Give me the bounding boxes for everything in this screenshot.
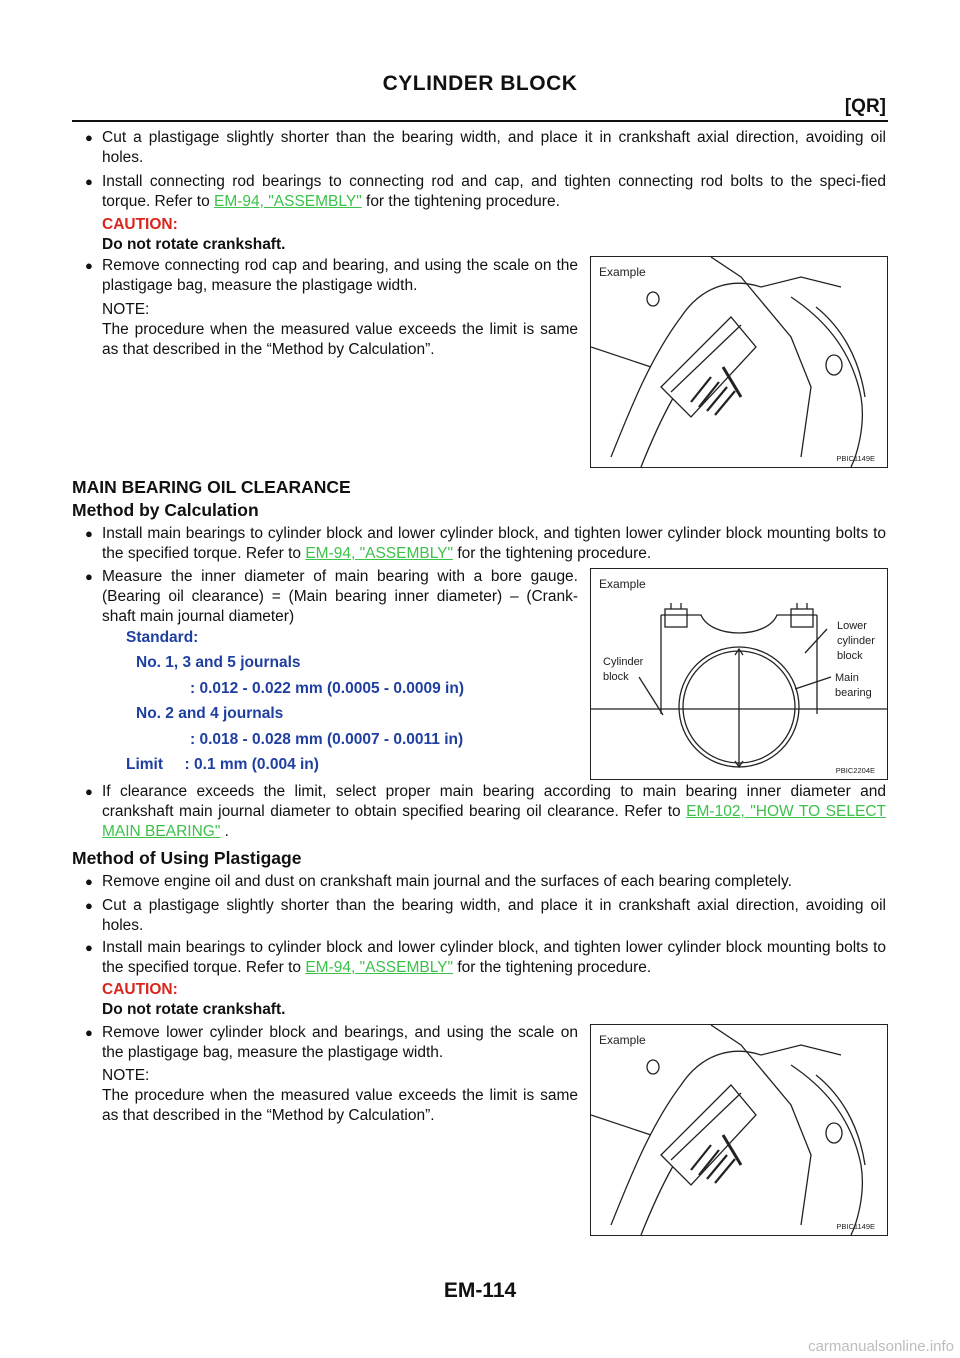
cylinder-block-label: Cylinder block <box>603 656 644 683</box>
figure-bore-gauge <box>590 568 888 780</box>
link-em-102-select-main-bearing[interactable]: EM-102, "HOW TO SELECT MAIN BEARING" <box>102 803 886 840</box>
standard-label: Standard: <box>126 629 199 646</box>
footer-watermark-url: carmanualsonline.info <box>808 1338 954 1355</box>
link-em-94-assembly[interactable]: EM-94, "ASSEMBLY" <box>305 959 454 976</box>
standard-journals-135-value: : 0.012 - 0.022 mm (0.0005 - 0.0009 in) <box>190 680 464 697</box>
bullet-marker: ● <box>85 1025 93 1040</box>
note-block <box>102 300 578 360</box>
section-tag: [QR] <box>844 96 886 117</box>
figure-id: PBIC1149E <box>836 1222 875 1231</box>
bullet-measure-inner-diameter: ● Measure the inner diameter of main bearing with a bore gauge. (Bearing oil clearance) = (Main bearing inner diameter) – (Crank-shaft main journal diameter) <box>85 568 578 625</box>
caution-label: CAUTION: <box>102 981 178 998</box>
link-em-94-assembly[interactable]: EM-94, "ASSEMBLY" <box>305 545 454 562</box>
figure-id: PBIC1149E <box>836 454 875 463</box>
main-bearing-label: Main bearing <box>835 672 872 699</box>
bullet-marker: ● <box>85 569 93 584</box>
standard-journals-24-value: : 0.018 - 0.028 mm (0.0007 - 0.0011 in) <box>190 731 464 748</box>
header-divider <box>72 120 888 122</box>
lower-cylinder-block-label: Lower cylinder block <box>837 620 875 662</box>
note-label: NOTE: <box>102 1067 150 1084</box>
note-label: NOTE: <box>102 301 150 318</box>
note-block <box>102 1066 578 1126</box>
bullet-marker: ● <box>85 526 93 541</box>
caution-block <box>102 980 285 1020</box>
caution-label: CAUTION: <box>102 216 178 233</box>
page-title: CYLINDER BLOCK <box>382 72 578 95</box>
bullet-marker: ● <box>85 874 93 889</box>
figure-id: PBIC2204E <box>835 766 875 775</box>
caution-text: Do not rotate crankshaft. <box>102 1001 286 1018</box>
bullet-remove-engine-oil: ● Remove engine oil and dust on crankshaft main journal and the surfaces of each bearing completely. <box>85 873 792 890</box>
bullet-marker: ● <box>85 940 93 955</box>
figure-example-label: Example <box>599 265 646 279</box>
bullet-marker: ● <box>85 898 93 913</box>
figure-example-label: Example <box>599 577 646 591</box>
bullet-remove-conrod-cap: ● Remove connecting rod cap and bearing, and using the scale on the plastigage bag, measure the plastigage width. <box>85 257 578 294</box>
plastigage-illustration <box>591 257 887 467</box>
subsection-heading-plastigage: Method of Using Plastigage <box>72 848 302 868</box>
standard-journals-24: No. 2 and 4 journals <box>136 705 284 722</box>
subsection-heading-calculation: Method by Calculation <box>72 500 259 520</box>
bullet-marker: ● <box>85 784 93 799</box>
bullet-install-main-bearings: ● Install main bearings to cylinder block and lower cylinder block, and tighten lower cylinder block mounting bolts to the specified torque. Refer to EM-94, "ASSEMBLY" for the tightening procedure. <box>85 525 886 562</box>
bullet-marker: ● <box>85 174 93 189</box>
page-number: EM-114 <box>443 1279 517 1302</box>
bullet-cut-plastigage: ● Cut a plastigage slightly shorter than the bearing width, and place it in crankshaft axial direction, avoiding oil holes. <box>85 129 886 166</box>
standard-journals-135: No. 1, 3 and 5 journals <box>136 654 301 671</box>
bullet-install-conrod-bearings: ● Install connecting rod bearings to connecting rod and cap, and tighten connecting rod bolts to the speci-fied torque. Refer to EM-94, "ASSEMBLY" for the tightening procedure. <box>85 173 886 210</box>
bullet-remove-lower-block: ● Remove lower cylinder block and bearings, and using the scale on the plastigage bag, measure the plastigage width. <box>85 1024 578 1061</box>
figure-plastigage-measure-2 <box>590 1024 888 1236</box>
caution-block <box>102 215 285 255</box>
note-text: The procedure when the measured value exceeds the limit is same as that described in the “Method by Calculation”. <box>102 321 578 358</box>
note-text: The procedure when the measured value exceeds the limit is same as that described in the “Method by Calculation”. <box>102 1087 578 1124</box>
link-em-94-assembly[interactable]: EM-94, "ASSEMBLY" <box>214 193 362 210</box>
bullet-marker: ● <box>85 130 93 145</box>
figure-example-label: Example <box>599 1033 646 1047</box>
bullet-install-main-bearings-2: ● Install main bearings to cylinder block and lower cylinder block, and tighten lower cylinder block mounting bolts to the specified torque. Refer to EM-94, "ASSEMBLY" for the tightening procedure. <box>85 939 886 976</box>
figure-plastigage-measure <box>590 256 888 468</box>
plastigage-illustration <box>591 1025 887 1235</box>
standard-limit: Limit : 0.1 mm (0.004 in) <box>126 756 319 773</box>
bullet-cut-plastigage-2: ● Cut a plastigage slightly shorter than the bearing width, and place it in crankshaft axial direction, avoiding oil holes. <box>85 897 886 934</box>
caution-text: Do not rotate crankshaft. <box>102 236 286 253</box>
bullet-marker: ● <box>85 258 93 273</box>
bullet-select-main-bearing: ● If clearance exceeds the limit, select proper main bearing according to main bearing inner diameter and crankshaft main journal diameter to obtain specified bearing oil clearance. Refer to EM-102, "HOW TO SELECT MAIN BEARING" . <box>85 783 886 840</box>
section-heading-main-bearing: MAIN BEARING OIL CLEARANCE <box>72 477 351 497</box>
